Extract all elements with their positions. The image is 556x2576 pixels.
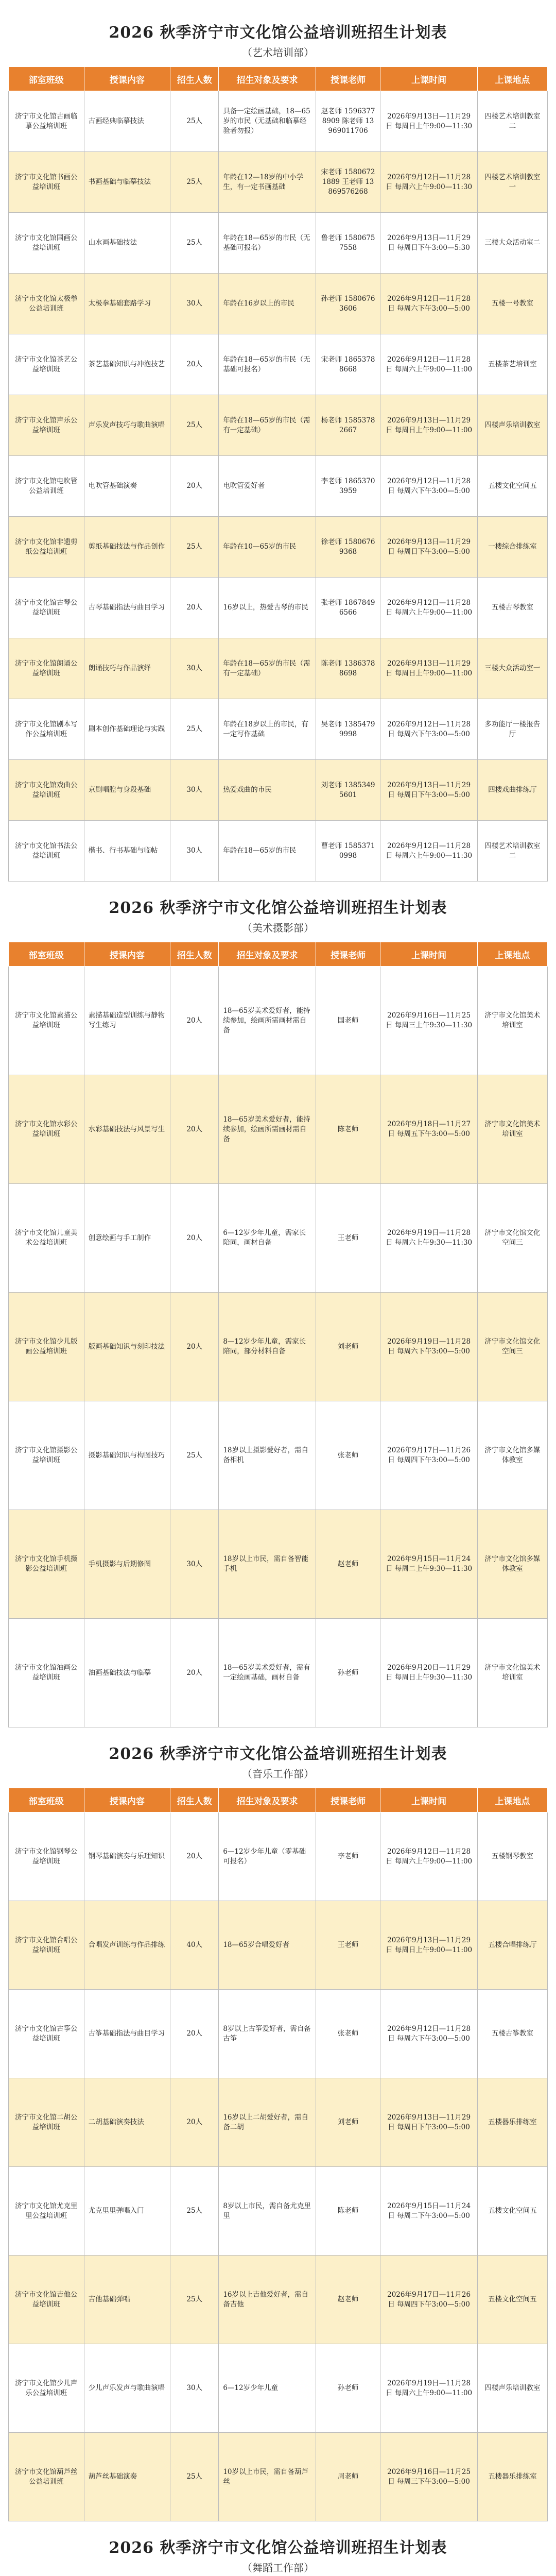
enrollment-count-cell: 20人	[170, 456, 219, 517]
teacher-cell: 王老师	[316, 1184, 380, 1293]
fine-art-table-header	[9, 942, 548, 967]
table-row	[9, 1812, 548, 1901]
column-header: 招生对象及要求	[219, 1788, 316, 1812]
location-cell: 济宁市文化馆美术培训室	[477, 1619, 547, 1727]
art-subtitle: （艺术培训部）	[242, 46, 314, 59]
teacher-cell: 刘老师	[316, 1293, 380, 1401]
table-row	[9, 274, 548, 334]
class-name-cell: 济宁市文化馆油画公益培训班	[9, 1619, 84, 1727]
art-section	[8, 20, 548, 882]
teacher-cell: 张老师	[316, 1401, 380, 1510]
column-header: 部室班级	[9, 1788, 84, 1812]
class-name-cell: 济宁市文化馆水彩公益培训班	[9, 1075, 84, 1184]
class-name-cell: 济宁市文化馆儿童美术公益培训班	[9, 1184, 84, 1293]
course-content-cell: 电吹管基础演奏	[84, 456, 170, 517]
enrollment-count-cell: 25人	[170, 91, 219, 152]
dance-subtitle: （舞蹈工作部）	[242, 2562, 314, 2574]
enrollment-count-cell: 30人	[170, 638, 219, 699]
location-cell: 多功能厅一楼报告厅	[477, 699, 547, 760]
teacher-cell: 张老师	[316, 1990, 380, 2078]
enrollment-count-cell: 20人	[170, 1293, 219, 1401]
schedule-cell: 2026年9月13日—11月29日 每周日上午9:00—11:30	[380, 91, 477, 152]
target-requirement-cell: 年龄在18—65岁的市民（无基础可报名）	[219, 213, 316, 274]
fine-art-title: 2026 秋季济宁市文化馆公益培训班招生计划表	[109, 899, 447, 917]
enrollment-count-cell: 20人	[170, 334, 219, 395]
course-content-cell: 油画基础技法与临摹	[84, 1619, 170, 1727]
course-content-cell: 京剧唱腔与身段基础	[84, 760, 170, 821]
schedule-cell: 2026年9月18日—11月27日 每周五下午3:00—5:00	[380, 1075, 477, 1184]
location-cell: 五楼合唱排练厅	[477, 1901, 547, 1990]
table-row	[9, 1901, 548, 1990]
class-name-cell: 济宁市文化馆茶艺公益培训班	[9, 334, 84, 395]
teacher-cell: 徐老师 15806769368	[316, 517, 380, 578]
class-name-cell: 济宁市文化馆非遗剪纸公益培训班	[9, 517, 84, 578]
location-cell: 五楼茶艺培训室	[477, 334, 547, 395]
column-header: 授课内容	[84, 67, 170, 91]
schedule-cell: 2026年9月16日—11月25日 每周三上午9:30—11:30	[380, 967, 477, 1075]
music-subtitle: （音乐工作部）	[242, 1768, 314, 1780]
target-requirement-cell: 年龄在18—65岁的市民（无基础可报名）	[219, 334, 316, 395]
course-content-cell: 水彩基础技法与风景写生	[84, 1075, 170, 1184]
teacher-cell: 李老师	[316, 1812, 380, 1901]
table-row	[9, 821, 548, 882]
teacher-cell: 赵老师	[316, 1510, 380, 1619]
target-requirement-cell: 18岁以上市民，需自备智能手机	[219, 1510, 316, 1619]
target-requirement-cell: 年龄在16岁以上的市民	[219, 274, 316, 334]
music-table	[8, 1788, 548, 2521]
schedule-cell: 2026年9月12日—11月28日 每周六下午3:00—5:00	[380, 1990, 477, 2078]
enrollment-count-cell: 20人	[170, 1619, 219, 1727]
schedule-cell: 2026年9月13日—11月29日 每周日上午9:00—11:00	[380, 395, 477, 456]
teacher-cell: 孙老师 15806763606	[316, 274, 380, 334]
table-row	[9, 456, 548, 517]
course-content-cell: 合唱发声训练与作品排练	[84, 1901, 170, 1990]
column-header: 招生人数	[170, 942, 219, 967]
art-table	[8, 66, 548, 882]
location-cell: 五楼古筝教室	[477, 1990, 547, 2078]
column-header: 部室班级	[9, 67, 84, 91]
fine-art-subtitle: （美术摄影部）	[242, 922, 314, 934]
teacher-cell: 陈老师	[316, 2167, 380, 2256]
class-name-cell: 济宁市文化馆摄影公益培训班	[9, 1401, 84, 1510]
enrollment-count-cell: 25人	[170, 213, 219, 274]
table-row	[9, 152, 548, 213]
schedule-cell: 2026年9月13日—11月29日 每周日下午3:00—5:00	[380, 2078, 477, 2167]
table-row	[9, 395, 548, 456]
target-requirement-cell: 年龄在18岁以上的市民，有一定写作基础	[219, 699, 316, 760]
enrollment-count-cell: 25人	[170, 2167, 219, 2256]
enrollment-count-cell: 25人	[170, 2433, 219, 2521]
target-requirement-cell: 年龄在10—65岁的市民	[219, 517, 316, 578]
teacher-cell: 周老师	[316, 2433, 380, 2521]
enrollment-count-cell: 20人	[170, 1990, 219, 2078]
class-name-cell: 济宁市文化馆声乐公益培训班	[9, 395, 84, 456]
enrollment-count-cell: 20人	[170, 1075, 219, 1184]
target-requirement-cell: 18—65岁合唱爱好者	[219, 1901, 316, 1990]
class-name-cell: 济宁市文化馆戏曲公益培训班	[9, 760, 84, 821]
teacher-cell: 吴老师 13854799998	[316, 699, 380, 760]
class-name-cell: 济宁市文化馆古筝公益培训班	[9, 1990, 84, 2078]
column-header: 部室班级	[9, 942, 84, 967]
table-row	[9, 1510, 548, 1619]
target-requirement-cell: 6—12岁少年儿童，需家长陪同，画材自备	[219, 1184, 316, 1293]
table-row	[9, 517, 548, 578]
column-header: 上课时间	[380, 67, 477, 91]
column-header: 授课老师	[316, 67, 380, 91]
location-cell: 五楼文化空间五	[477, 456, 547, 517]
location-cell: 四楼艺术培训教室二	[477, 91, 547, 152]
table-row	[9, 2344, 548, 2433]
schedule-cell: 2026年9月12日—11月28日 每周六下午3:00—5:00	[380, 456, 477, 517]
enrollment-count-cell: 20人	[170, 578, 219, 638]
target-requirement-cell: 18岁以上摄影爱好者，需自备相机	[219, 1401, 316, 1510]
course-content-cell: 摄影基础知识与构图技巧	[84, 1401, 170, 1510]
music-section	[8, 1741, 548, 2521]
target-requirement-cell: 16岁以上，热爱古琴的市民	[219, 578, 316, 638]
class-name-cell: 济宁市文化馆少儿声乐公益培训班	[9, 2344, 84, 2433]
teacher-cell: 赵老师	[316, 2256, 380, 2344]
enrollment-count-cell: 30人	[170, 821, 219, 882]
course-content-cell: 古画经典临摹技法	[84, 91, 170, 152]
table-row	[9, 2433, 548, 2521]
table-row	[9, 1401, 548, 1510]
target-requirement-cell: 年龄在12—18岁的中小学生，有一定书画基础	[219, 152, 316, 213]
enrollment-count-cell: 30人	[170, 760, 219, 821]
target-requirement-cell: 6—12岁少年儿童（零基础可报名）	[219, 1812, 316, 1901]
location-cell: 五楼器乐排练室	[477, 2433, 547, 2521]
target-requirement-cell: 16岁以上吉他爱好者，需自备吉他	[219, 2256, 316, 2344]
teacher-cell: 孙老师	[316, 1619, 380, 1727]
course-content-cell: 剪纸基础技法与作品创作	[84, 517, 170, 578]
course-content-cell: 剧本创作基础理论与实践	[84, 699, 170, 760]
schedule-cell: 2026年9月20日—11月29日 每周日上午9:30—11:30	[380, 1619, 477, 1727]
table-row	[9, 967, 548, 1075]
schedule-cell: 2026年9月12日—11月28日 每周六上午9:00—11:00	[380, 578, 477, 638]
class-name-cell: 济宁市文化馆尤克里里公益培训班	[9, 2167, 84, 2256]
target-requirement-cell: 8岁以上市民，需自备尤克里里	[219, 2167, 316, 2256]
schedule-cell: 2026年9月13日—11月29日 每周日下午3:00—5:00	[380, 517, 477, 578]
target-requirement-cell: 电吹管爱好者	[219, 456, 316, 517]
column-header: 上课地点	[477, 67, 547, 91]
schedule-cell: 2026年9月12日—11月28日 每周六上午9:00—11:00	[380, 334, 477, 395]
teacher-cell: 陈老师 13863788698	[316, 638, 380, 699]
schedule-cell: 2026年9月12日—11月28日 每周六上午9:00—11:00	[380, 1812, 477, 1901]
table-row	[9, 2256, 548, 2344]
location-cell: 四楼艺术培训教室二	[477, 821, 547, 882]
course-content-cell: 楷书、行书基础与临帖	[84, 821, 170, 882]
schedule-cell: 2026年9月17日—11月26日 每周四下午3:00—5:00	[380, 2256, 477, 2344]
schedule-cell: 2026年9月19日—11月28日 每周六上午9:30—11:30	[380, 1184, 477, 1293]
column-header: 招生人数	[170, 67, 219, 91]
course-content-cell: 创意绘画与手工制作	[84, 1184, 170, 1293]
target-requirement-cell: 8—12岁少年儿童，需家长陪同，部分材料自备	[219, 1293, 316, 1401]
location-cell: 四楼戏曲排练厅	[477, 760, 547, 821]
target-requirement-cell: 18—65岁美术爱好者，能持续参加，绘画所需画材需自备	[219, 1075, 316, 1184]
teacher-cell: 国老师	[316, 967, 380, 1075]
target-requirement-cell: 具备一定绘画基础，18—65岁的市民（无基础和临摹经验者勿报）	[219, 91, 316, 152]
class-name-cell: 济宁市文化馆书法公益培训班	[9, 821, 84, 882]
location-cell: 济宁市文化馆文化空间三	[477, 1293, 547, 1401]
target-requirement-cell: 18—65岁美术爱好者，能持续参加，绘画所需画材需自备	[219, 967, 316, 1075]
enrollment-count-cell: 25人	[170, 2256, 219, 2344]
column-header: 招生对象及要求	[219, 942, 316, 967]
class-name-cell: 济宁市文化馆太极拳公益培训班	[9, 274, 84, 334]
schedule-cell: 2026年9月17日—11月26日 每周四下午3:00—5:00	[380, 1401, 477, 1510]
table-row	[9, 1075, 548, 1184]
course-content-cell: 素描基础造型训练与静物写生练习	[84, 967, 170, 1075]
course-content-cell: 葫芦丝基础演奏	[84, 2433, 170, 2521]
table-row	[9, 1184, 548, 1293]
class-name-cell: 济宁市文化馆古琴公益培训班	[9, 578, 84, 638]
location-cell: 济宁市文化馆多媒体教室	[477, 1510, 547, 1619]
enrollment-count-cell: 25人	[170, 699, 219, 760]
table-row	[9, 1990, 548, 2078]
course-content-cell: 古筝基础指法与曲目学习	[84, 1990, 170, 2078]
teacher-cell: 宋老师 15806721889 王老师 13869576268	[316, 152, 380, 213]
enrollment-count-cell: 25人	[170, 395, 219, 456]
teacher-cell: 赵老师 15963778909 陈老师 13969011706	[316, 91, 380, 152]
column-header: 授课内容	[84, 1788, 170, 1812]
course-content-cell: 书画基础与临摹技法	[84, 152, 170, 213]
teacher-cell: 刘老师 13853495601	[316, 760, 380, 821]
course-content-cell: 山水画基础技法	[84, 213, 170, 274]
location-cell: 五楼文化空间五	[477, 2167, 547, 2256]
schedule-cell: 2026年9月13日—11月29日 每周日下午3:00—5:00	[380, 760, 477, 821]
column-header: 授课老师	[316, 942, 380, 967]
schedule-cell: 2026年9月12日—11月28日 每周六上午9:00—11:30	[380, 821, 477, 882]
column-header: 上课时间	[380, 942, 477, 967]
art-title: 2026 秋季济宁市文化馆公益培训班招生计划表	[109, 24, 447, 42]
table-row	[9, 638, 548, 699]
course-content-cell: 二胡基础演奏技法	[84, 2078, 170, 2167]
enrollment-count-cell: 30人	[170, 1510, 219, 1619]
column-header: 上课地点	[477, 942, 547, 967]
target-requirement-cell: 6—12岁少年儿童	[219, 2344, 316, 2433]
class-name-cell: 济宁市文化馆钢琴公益培训班	[9, 1812, 84, 1901]
table-row	[9, 2078, 548, 2167]
location-cell: 济宁市文化馆多媒体教室	[477, 1401, 547, 1510]
schedule-cell: 2026年9月15日—11月24日 每周二上午9:30—11:30	[380, 1510, 477, 1619]
target-requirement-cell: 年龄在18—65岁的市民（需有一定基础）	[219, 638, 316, 699]
class-name-cell: 济宁市文化馆书画公益培训班	[9, 152, 84, 213]
schedule-cell: 2026年9月13日—11月29日 每周日上午9:00—11:00	[380, 1901, 477, 1990]
teacher-cell: 宋老师 18653788668	[316, 334, 380, 395]
location-cell: 四楼艺术培训教室一	[477, 152, 547, 213]
class-name-cell: 济宁市文化馆素描公益培训班	[9, 967, 84, 1075]
enrollment-count-cell: 20人	[170, 1184, 219, 1293]
course-content-cell: 太极拳基础套路学习	[84, 274, 170, 334]
location-cell: 济宁市文化馆文化空间三	[477, 1184, 547, 1293]
column-header: 上课时间	[380, 1788, 477, 1812]
table-row	[9, 334, 548, 395]
art-table-header	[9, 67, 548, 91]
table-row	[9, 2167, 548, 2256]
schedule-cell: 2026年9月19日—11月28日 每周六上午9:00—11:00	[380, 2344, 477, 2433]
teacher-cell: 陈老师	[316, 1075, 380, 1184]
teacher-cell: 杨老师 15853782667	[316, 395, 380, 456]
class-name-cell: 济宁市文化馆合唱公益培训班	[9, 1901, 84, 1990]
enrollment-count-cell: 30人	[170, 2344, 219, 2433]
table-row	[9, 760, 548, 821]
course-content-cell: 朗诵技巧与作品演绎	[84, 638, 170, 699]
fine-art-section	[8, 895, 548, 1727]
class-name-cell: 济宁市文化馆手机摄影公益培训班	[9, 1510, 84, 1619]
teacher-cell: 李老师 18653703959	[316, 456, 380, 517]
location-cell: 一楼综合排练室	[477, 517, 547, 578]
schedule-cell: 2026年9月15日—11月24日 每周二下午3:00—5:00	[380, 2167, 477, 2256]
course-content-cell: 尤克里里弹唱入门	[84, 2167, 170, 2256]
table-row	[9, 1293, 548, 1401]
location-cell: 五楼器乐排练室	[477, 2078, 547, 2167]
target-requirement-cell: 16岁以上二胡爱好者，需自备二胡	[219, 2078, 316, 2167]
schedule-cell: 2026年9月16日—11月25日 每周三下午3:00—5:00	[380, 2433, 477, 2521]
teacher-cell: 刘老师	[316, 2078, 380, 2167]
class-name-cell: 济宁市文化馆剧本写作公益培训班	[9, 699, 84, 760]
enrollment-count-cell: 40人	[170, 1901, 219, 1990]
target-requirement-cell: 年龄在18—65岁的市民	[219, 821, 316, 882]
location-cell: 五楼古琴教室	[477, 578, 547, 638]
schedule-cell: 2026年9月19日—11月28日 每周六下午3:00—5:00	[380, 1293, 477, 1401]
class-name-cell: 济宁市文化馆电吹管公益培训班	[9, 456, 84, 517]
course-content-cell: 版画基础知识与刻印技法	[84, 1293, 170, 1401]
class-name-cell: 济宁市文化馆少儿版画公益培训班	[9, 1293, 84, 1401]
teacher-cell: 王老师	[316, 1901, 380, 1990]
class-name-cell: 济宁市文化馆国画公益培训班	[9, 213, 84, 274]
enrollment-count-cell: 20人	[170, 1812, 219, 1901]
class-name-cell: 济宁市文化馆古画临摹公益培训班	[9, 91, 84, 152]
table-row	[9, 1619, 548, 1727]
class-name-cell: 济宁市文化馆吉他公益培训班	[9, 2256, 84, 2344]
schedule-cell: 2026年9月13日—11月29日 每周日下午3:00—5:30	[380, 213, 477, 274]
location-cell: 济宁市文化馆美术培训室	[477, 1075, 547, 1184]
enrollment-count-cell: 30人	[170, 274, 219, 334]
location-cell: 济宁市文化馆美术培训室	[477, 967, 547, 1075]
enrollment-count-cell: 25人	[170, 152, 219, 213]
schedule-cell: 2026年9月12日—11月28日 每周六下午3:00—5:00	[380, 699, 477, 760]
fine-art-table	[8, 942, 548, 1727]
schedule-cell: 2026年9月12日—11月28日 每周六下午3:00—5:00	[380, 274, 477, 334]
enrollment-count-cell: 20人	[170, 2078, 219, 2167]
teacher-cell: 孙老师	[316, 2344, 380, 2433]
course-content-cell: 少儿声乐发声与歌曲演唱	[84, 2344, 170, 2433]
column-header: 招生对象及要求	[219, 67, 316, 91]
music-table-header	[9, 1788, 548, 1812]
column-header: 授课内容	[84, 942, 170, 967]
location-cell: 四楼声乐培训教室	[477, 395, 547, 456]
dance-title: 2026 秋季济宁市文化馆公益培训班招生计划表	[109, 2539, 447, 2557]
class-name-cell: 济宁市文化馆二胡公益培训班	[9, 2078, 84, 2167]
course-content-cell: 声乐发声技巧与歌曲演唱	[84, 395, 170, 456]
location-cell: 五楼文化空间五	[477, 2256, 547, 2344]
schedule-cell: 2026年9月12日—11月28日 每周六上午9:00—11:30	[380, 152, 477, 213]
enrollment-count-cell: 25人	[170, 517, 219, 578]
music-title: 2026 秋季济宁市文化馆公益培训班招生计划表	[109, 1745, 447, 1763]
table-row	[9, 213, 548, 274]
dance-section	[8, 2535, 548, 2576]
teacher-cell: 鲁老师 15806757558	[316, 213, 380, 274]
schedule-cell: 2026年9月13日—11月29日 每周日上午9:00—11:00	[380, 638, 477, 699]
course-content-cell: 古琴基础指法与曲目学习	[84, 578, 170, 638]
target-requirement-cell: 8岁以上古筝爱好者，需自备古筝	[219, 1990, 316, 2078]
table-row	[9, 578, 548, 638]
course-content-cell: 手机摄影与后期修图	[84, 1510, 170, 1619]
course-content-cell: 钢琴基础演奏与乐理知识	[84, 1812, 170, 1901]
location-cell: 四楼声乐培训教室	[477, 2344, 547, 2433]
teacher-cell: 曹老师 15853710998	[316, 821, 380, 882]
course-content-cell: 茶艺基础知识与冲泡技艺	[84, 334, 170, 395]
location-cell: 三楼大众活动室二	[477, 213, 547, 274]
class-name-cell: 济宁市文化馆葫芦丝公益培训班	[9, 2433, 84, 2521]
enrollment-count-cell: 25人	[170, 1401, 219, 1510]
column-header: 招生人数	[170, 1788, 219, 1812]
target-requirement-cell: 10岁以上市民，需自备葫芦丝	[219, 2433, 316, 2521]
enrollment-count-cell: 20人	[170, 967, 219, 1075]
table-row	[9, 91, 548, 152]
location-cell: 三楼大众活动室一	[477, 638, 547, 699]
target-requirement-cell: 18—65岁美术爱好者，需有一定绘画基础，画材自备	[219, 1619, 316, 1727]
class-name-cell: 济宁市文化馆朗诵公益培训班	[9, 638, 84, 699]
table-row	[9, 699, 548, 760]
target-requirement-cell: 热爱戏曲的市民	[219, 760, 316, 821]
column-header: 上课地点	[477, 1788, 547, 1812]
location-cell: 五楼钢琴教室	[477, 1812, 547, 1901]
location-cell: 五楼一号教室	[477, 274, 547, 334]
column-header: 授课老师	[316, 1788, 380, 1812]
teacher-cell: 张老师 18678496566	[316, 578, 380, 638]
target-requirement-cell: 年龄在18—65岁的市民（需有一定基础）	[219, 395, 316, 456]
course-content-cell: 吉他基础弹唱	[84, 2256, 170, 2344]
